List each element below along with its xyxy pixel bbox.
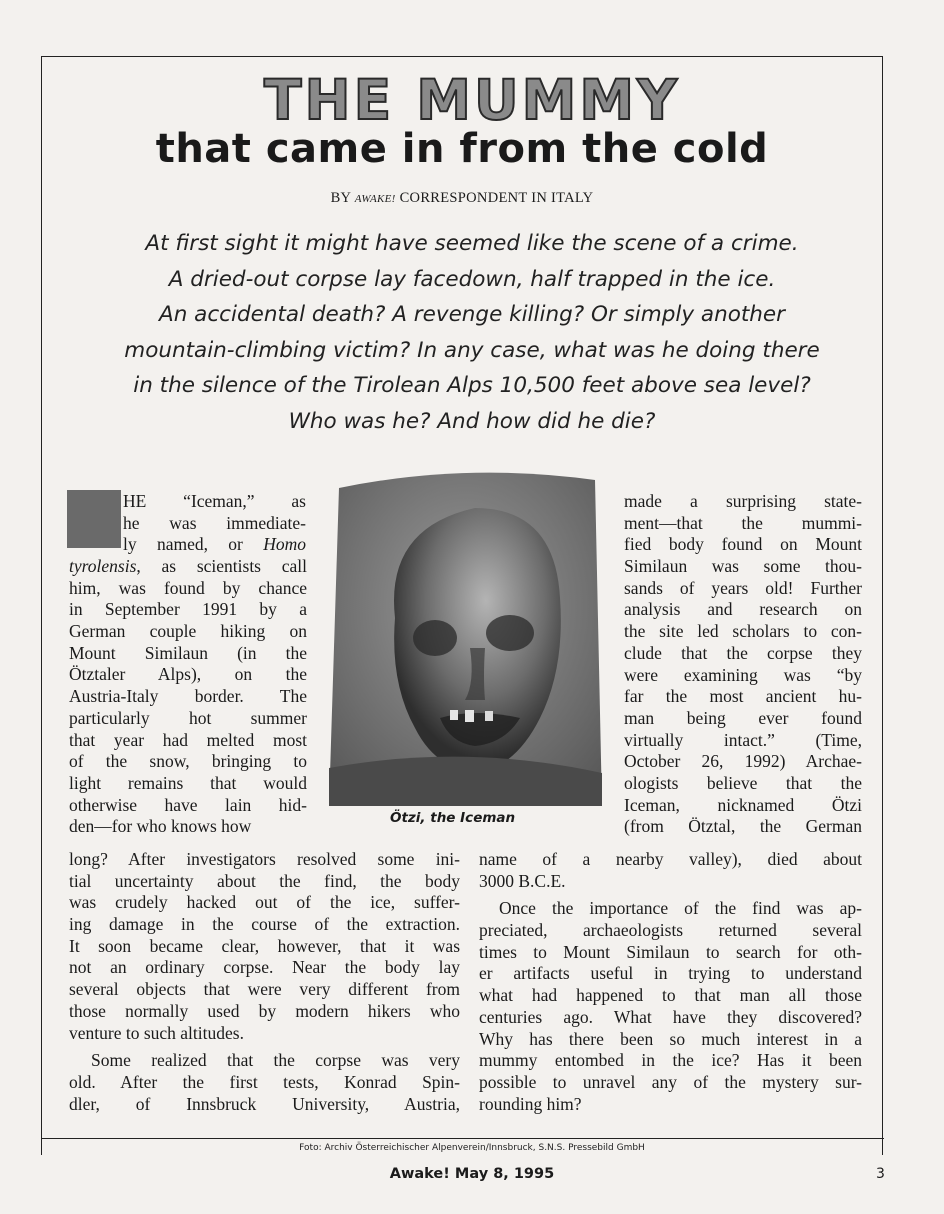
body-line: that year had melted most <box>69 729 307 750</box>
body-line: tyrolensis, as scientists call <box>69 556 307 576</box>
body-line: light remains that would <box>69 772 307 793</box>
body-line: virtually intact.” (Time, <box>624 729 862 750</box>
body-line: sands of years old! Further <box>624 577 862 598</box>
byline <box>0 190 924 207</box>
body-line: rounding him? <box>479 1093 582 1114</box>
body-line: clude that the corpse they <box>624 642 862 663</box>
body-line: fied body found on Mount <box>624 534 862 555</box>
headline-sub: that came in from the cold <box>155 126 769 172</box>
body-line: October 26, 1992) Archae- <box>624 751 862 772</box>
body-line: him, was found by chance <box>69 577 307 598</box>
photo-credit: Foto: Archiv Österreichischer Alpenverein/Innsbruck, S.N.S. Pressebild GmbH <box>299 1143 645 1153</box>
body-column-right-bottom <box>479 849 862 1115</box>
byline-suffix: CORRESPONDENT IN ITALY <box>395 190 594 206</box>
body-line: otherwise have lain hid- <box>69 794 307 815</box>
byline-brand: AWAKE! <box>354 193 396 205</box>
body-line: German couple hiking on <box>69 621 307 642</box>
body-line: mummy entombed in the ice? Has it been <box>479 1050 862 1071</box>
body-line: the site led scholars to con- <box>624 621 862 642</box>
body-line: den—for who knows how <box>69 816 252 837</box>
intro-deck <box>62 226 882 439</box>
issue-footer: Awake! May 8, 1995 <box>389 1166 555 1182</box>
intro-line: Who was he? And how did he die? <box>288 408 656 434</box>
body-column-left-top <box>123 491 306 556</box>
body-line: (from Ötztal, the German <box>624 816 862 837</box>
frame-bottom-rule <box>41 1138 884 1139</box>
body-column-left-bottom <box>69 849 460 1115</box>
body-column-right-top <box>624 491 862 838</box>
body-line: what had happened to that man all those <box>479 985 862 1006</box>
body-line: It soon became clear, however, that it was <box>69 935 460 956</box>
photo-caption: Ötzi, the Iceman <box>390 810 516 826</box>
body-line: ment—that the mummi- <box>624 512 862 533</box>
body-line: Some realized that the corpse was very <box>91 1050 460 1071</box>
body-line: 3000 B.C.E. <box>479 870 566 891</box>
intro-line: A dried-out corpse lay facedown, half trapped in the ice. <box>168 266 776 292</box>
body-line: dler, of Innsbruck University, Austria, <box>69 1093 460 1114</box>
body-line: possible to unravel any of the mystery sur- <box>479 1071 862 1092</box>
latin-term: Homo <box>263 534 306 555</box>
body-line: Similaun was some thou- <box>624 556 862 577</box>
body-line: in September 1991 by a <box>69 599 307 620</box>
body-line: Why has there been so much interest in a <box>479 1028 862 1049</box>
iceman-photo <box>325 468 602 806</box>
intro-line: mountain-climbing victim? In any case, what was he doing there <box>124 337 820 363</box>
body-line: tial uncertainty about the find, the body <box>69 870 460 891</box>
drop-cap <box>67 482 121 559</box>
intro-line: in the silence of the Tirolean Alps 10,500 feet above sea level? <box>133 373 811 398</box>
body-line: old. After the first tests, Konrad Spin- <box>69 1071 460 1092</box>
body-line: Iceman, nicknamed Ötzi <box>624 794 862 815</box>
iceman-photo-image <box>325 468 602 806</box>
body-line: he was immediate- <box>123 512 306 533</box>
body-line: were examining was “by <box>624 664 862 685</box>
body-line: long? After investigators resolved some ini- <box>69 849 460 869</box>
body-line: preciated, archaeologists returned several <box>479 920 862 941</box>
body-line: of the snow, bringing to <box>69 751 307 772</box>
body-line: ologists believe that the <box>624 772 862 793</box>
intro-line: At first sight it might have seemed like the scene of a crime. <box>145 231 799 256</box>
body-line: ing damage in the course of the extraction. <box>69 914 460 935</box>
body-line: Once the importance of the find was ap- <box>499 898 862 919</box>
body-line: er artifacts useful in trying to understand <box>479 963 862 984</box>
body-line: particularly hot summer <box>69 707 307 728</box>
body-line: venture to such altitudes. <box>69 1022 244 1043</box>
page-number: 3 <box>876 1166 885 1182</box>
body-column-left-mid <box>69 556 307 838</box>
headline-main: THE MUMMY <box>264 68 680 132</box>
body-line: name of a nearby valley), died about <box>479 849 862 869</box>
body-line: several objects that were very different from <box>69 979 460 1000</box>
body-line: HE “Iceman,” as <box>123 491 306 511</box>
body-line: times to Mount Similaun to search for oth- <box>479 941 862 962</box>
body-line: Austria-Italy border. The <box>69 686 307 707</box>
body-line: ly named, or Homo <box>123 534 306 555</box>
body-line: was crudely hacked out of the ice, suffer- <box>69 892 460 913</box>
intro-line: An accidental death? A revenge killing? Or simply another <box>159 302 785 327</box>
byline-prefix: BY <box>330 190 355 206</box>
latin-term: tyrolensis <box>69 556 137 576</box>
drop-cap-letter: T <box>74 482 120 559</box>
body-line: Mount Similaun (in the <box>69 642 307 663</box>
body-line: those normally used by modern hikers who <box>69 1000 460 1021</box>
body-line: analysis and research on <box>624 599 862 620</box>
body-line: centuries ago. What have they discovered? <box>479 1006 862 1027</box>
body-line: Ötztaler Alps), on the <box>69 664 307 685</box>
body-line: not an ordinary corpse. Near the body lay <box>69 957 460 978</box>
body-line: made a surprising state- <box>624 491 862 511</box>
body-line: far the most ancient hu- <box>624 686 862 707</box>
body-line: man being ever found <box>624 707 862 728</box>
